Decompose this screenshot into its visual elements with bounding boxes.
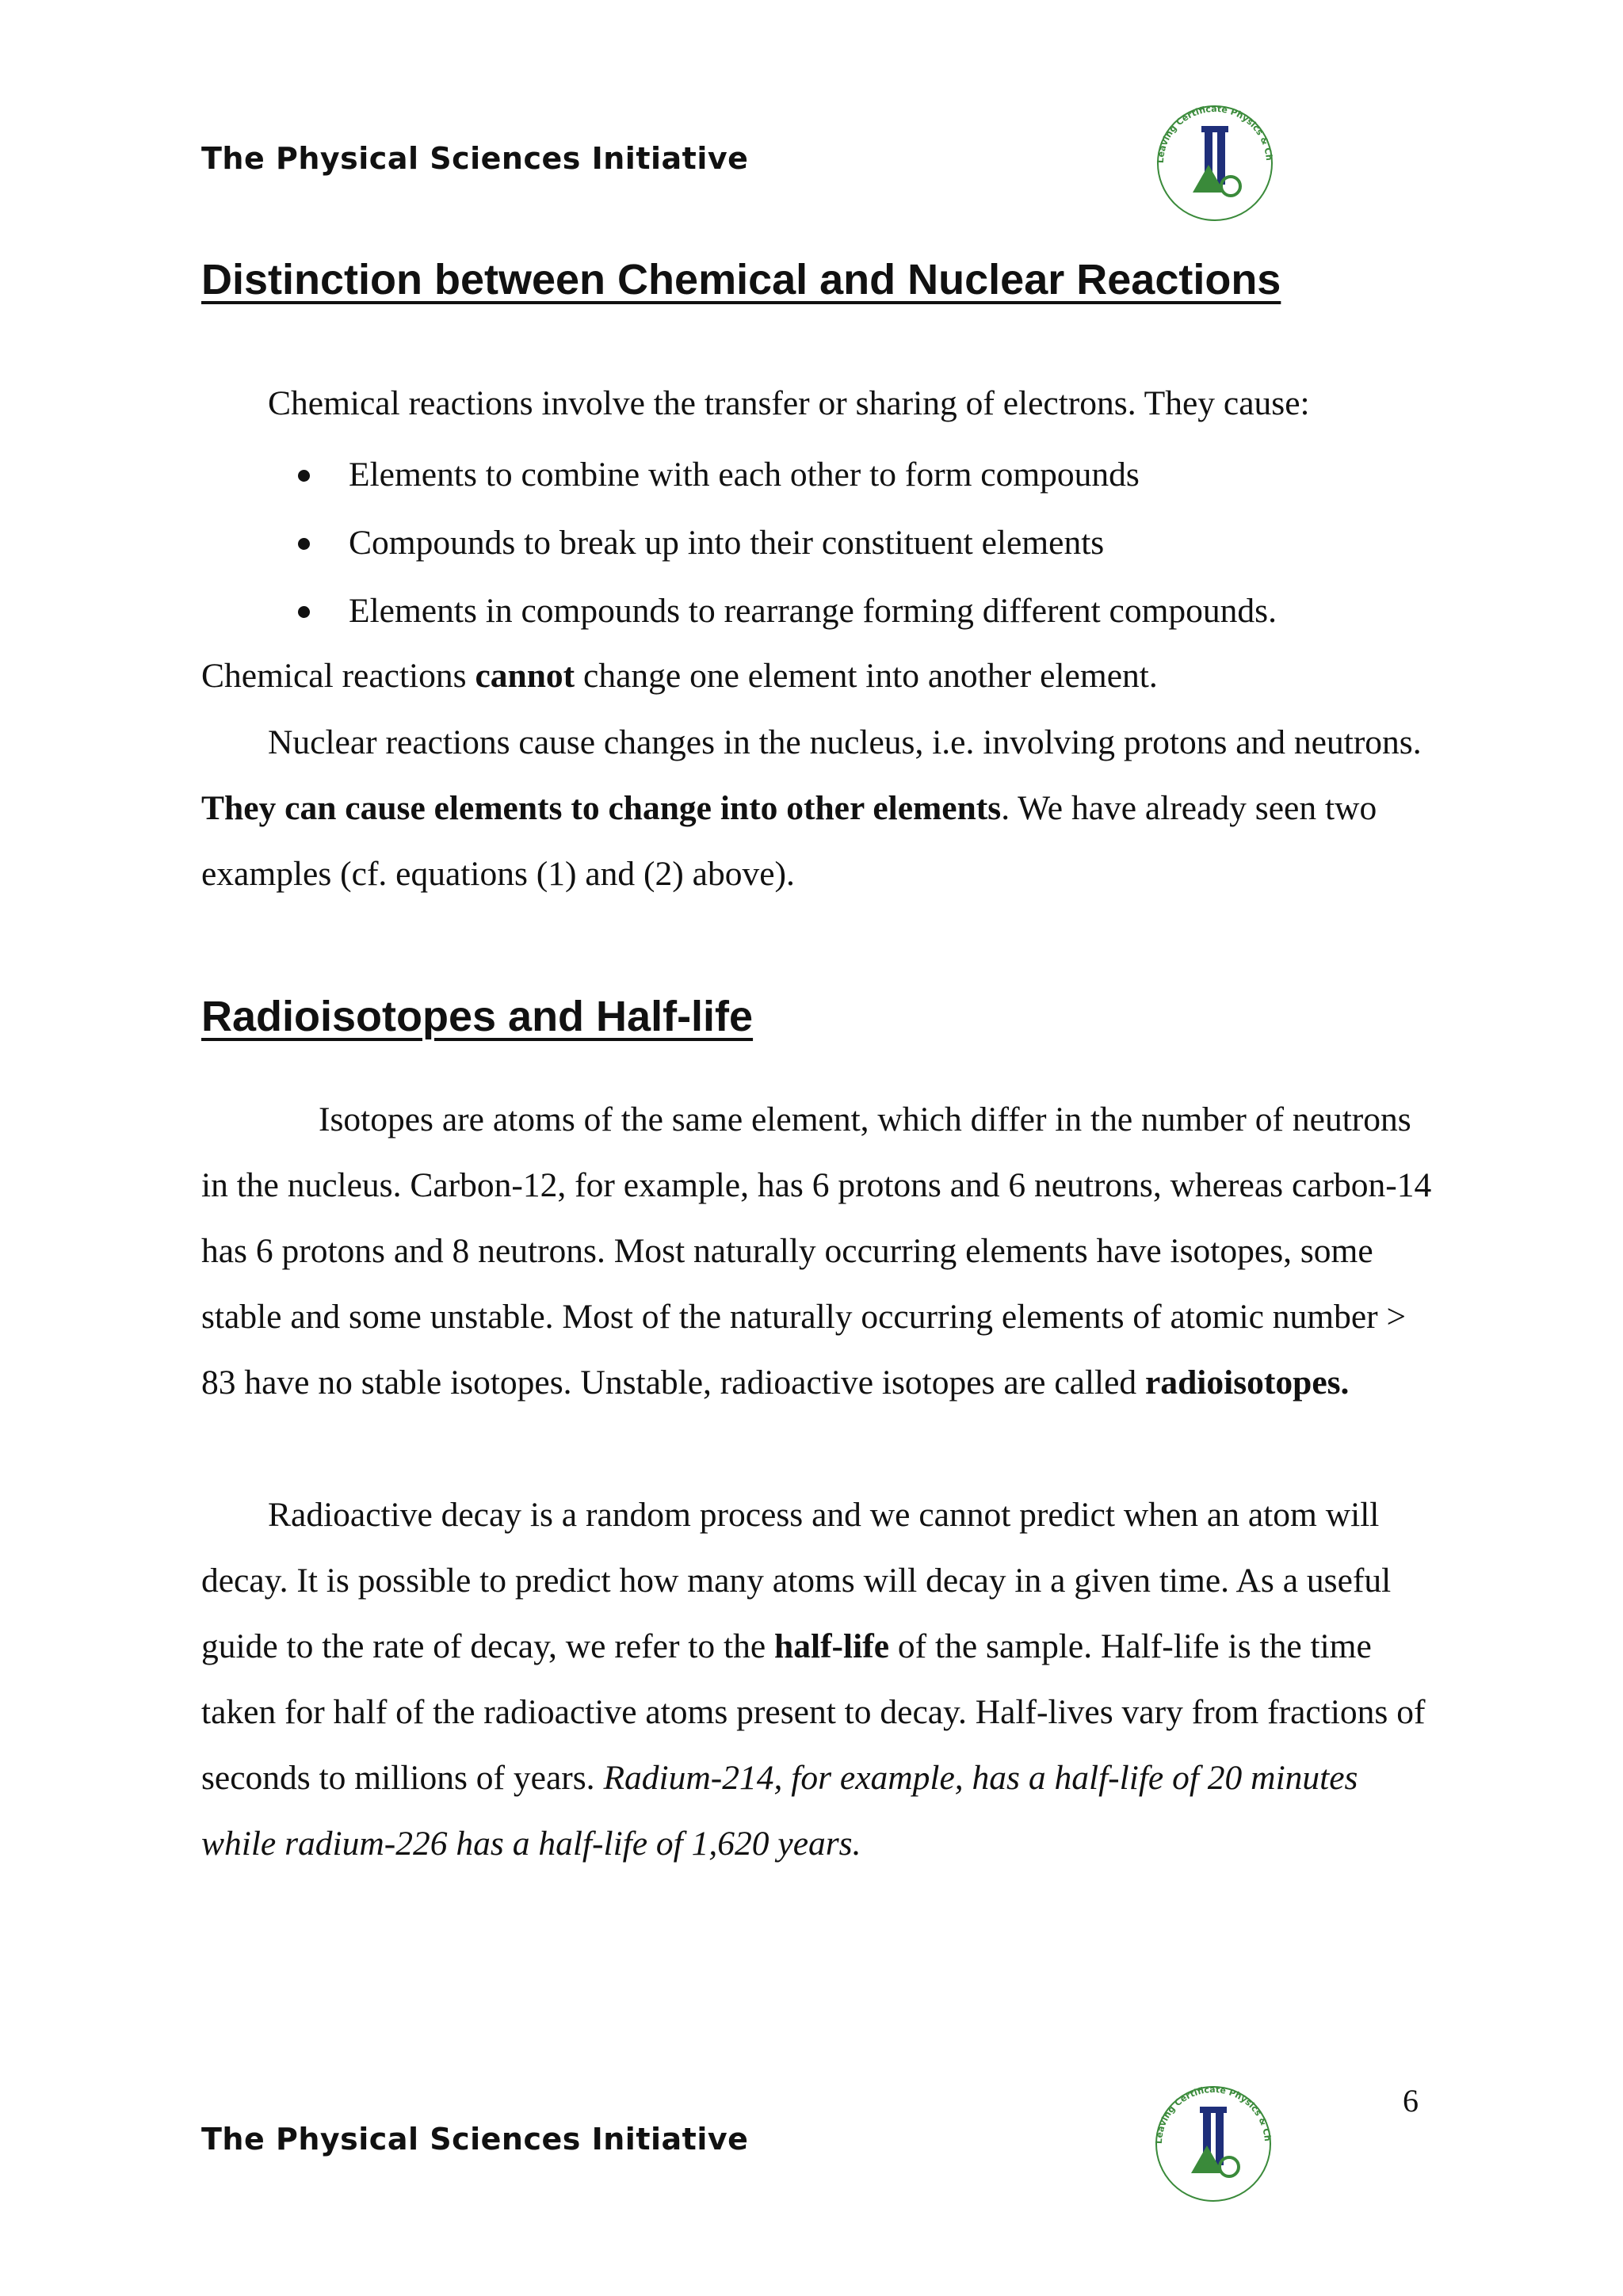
emphasis-cannot: cannot <box>475 657 575 695</box>
nuclear-reactions-paragraph <box>201 710 1438 907</box>
isotopes-paragraph <box>201 1087 1438 1416</box>
list-item: Elements to combine with each other to form compounds <box>293 441 1277 509</box>
chemical-cannot-paragraph <box>201 643 1438 709</box>
list-item: Elements in compounds to rearrange forming different compounds. <box>293 577 1277 645</box>
header-title: The Physical Sciences Initiative <box>201 141 749 176</box>
section-title-radioisotopes: Radioisotopes and Half-life <box>201 993 754 1040</box>
lcpcss-logo <box>1148 2078 1279 2210</box>
emphasis-radioisotopes: radioisotopes. <box>1145 1363 1350 1402</box>
text-span: . We have already seen two examples (cf. equations (1) and (2) above). <box>201 789 1377 893</box>
radium-example: Radium-214, for example, has a half-life of 20 minutes while radium-226 has a half-life of 1,620 years. <box>201 1759 1358 1863</box>
text-span: Nuclear reactions cause changes in the nucleus, i.e. involving protons and neutrons. <box>268 723 1422 761</box>
lcpcss-logo <box>1149 97 1281 229</box>
text-span: Chemical reactions <box>201 657 475 695</box>
logo-ring-text: Leaving Certificate Physics & Ch <box>1155 103 1274 164</box>
section-title-chemical-nuclear: Distinction between Chemical and Nuclear Reactions <box>201 256 1281 303</box>
text-span: Radioactive decay is a random process and we cannot predict when an atom will decay. It is possible to predict how many atoms will decay in a given time. As a useful guide to the rate of decay, we refer to the <box>201 1496 1392 1665</box>
text-span: Isotopes are atoms of the same element, which differ in the number of neutrons in the nucleus. Carbon-12, for example, has 6 protons and 6 neutrons, whereas carbon-14 has 6 protons and 8 neutrons. Most naturally occurring elements have isotopes, some stable and some unstable. Most of the naturally occurring elements of atomic number > 83 have no stable isotopes. Unstable, radioactive isotopes are called <box>201 1100 1432 1402</box>
chemical-effects-list <box>293 441 1277 645</box>
list-item: Compounds to break up into their constituent elements <box>293 509 1277 577</box>
emphasis-nuclear: They can cause elements to change into other elements <box>201 789 1002 827</box>
text-span: change one element into another element. <box>575 657 1158 695</box>
decay-paragraph <box>201 1482 1438 1877</box>
emphasis-half-life: half-life <box>774 1627 890 1665</box>
chemical-reactions-intro: Chemical reactions involve the transfer or sharing of electrons. They cause: <box>268 384 1310 422</box>
footer-title: The Physical Sciences Initiative <box>201 2122 749 2157</box>
page-number: 6 <box>1403 2083 1419 2119</box>
logo-ring-text: Leaving Certificate Physics & Ch <box>1153 2084 1273 2145</box>
text-span: of the sample. Half-life is the time taken for half of the radioactive atoms present to decay. Half-lives vary from fractions of seconds to millions of years. <box>201 1627 1426 1797</box>
